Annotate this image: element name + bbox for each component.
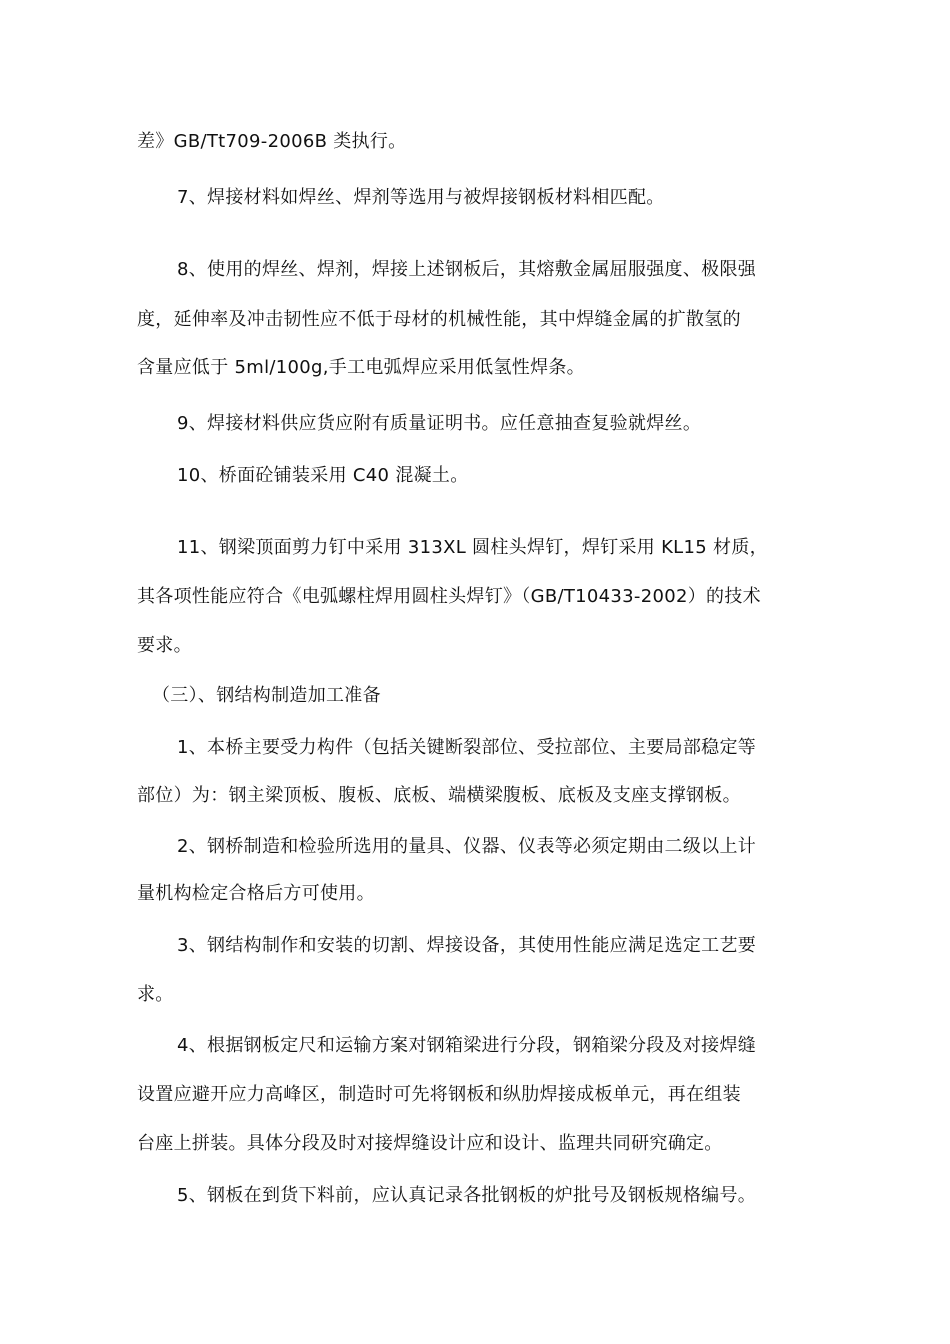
text-line-5: 含量应低于 5ml/100g,手工电弧焊应采用低氢性焊条。 (137, 357, 585, 378)
text-line-18: 4、根据钢板定尺和运输方案对钢箱梁进行分段，钢箱梁分段及对接焊缝 (177, 1035, 757, 1056)
text-line-15: 量机构检定合格后方可使用。 (137, 883, 375, 904)
text-line-14: 2、钢桥制造和检验所选用的量具、仪器、仪表等必须定期由二级以上计 (177, 836, 757, 857)
text-line-12: 1、本桥主要受力构件（包括关键断裂部位、受拉部位、主要局部稳定等 (177, 737, 757, 758)
text-line-10: 要求。 (137, 635, 192, 656)
text-line-1: 差》GB/Tt709-2006B 类执行。 (137, 131, 407, 152)
text-line-9: 其各项性能应符合《电弧螺柱焊用圆柱头焊钉》（GB/T10433-2002）的技术 (137, 586, 761, 607)
text-line-3: 8、使用的焊丝、焊剂，焊接上述钢板后，其熔敷金属屈服强度、极限强 (177, 259, 757, 280)
text-line-21: 5、钢板在到货下料前，应认真记录各批钢板的炉批号及钢板规格编号。 (177, 1185, 757, 1206)
text-line-19: 设置应避开应力高峰区，制造时可先将钢板和纵肋焊接成板单元，再在组装 (137, 1084, 741, 1105)
text-line-2: 7、焊接材料如焊丝、焊剂等选用与被焊接钢板材料相匹配。 (177, 187, 665, 208)
text-line-7: 10、桥面砼铺装采用 C40 混凝土。 (177, 465, 469, 486)
text-line-6: 9、焊接材料供应货应附有质量证明书。应任意抽查复验就焊丝。 (177, 413, 702, 434)
text-line-20: 台座上拼装。具体分段及时对接焊缝设计应和设计、监理共同研究确定。 (137, 1133, 723, 1154)
text-line-4: 度，延伸率及冲击韧性应不低于母材的机械性能，其中焊缝金属的扩散氢的 (137, 309, 741, 330)
text-line-16: 3、钢结构制作和安装的切割、焊接设备，其使用性能应满足选定工艺要 (177, 935, 757, 956)
section-heading: （三）、钢结构制造加工准备 (152, 685, 381, 706)
text-line-13: 部位）为：钢主梁顶板、腹板、底板、端横梁腹板、底板及支座支撑钢板。 (137, 785, 741, 806)
text-line-8: 11、钢梁顶面剪力钉中采用 313XL 圆柱头焊钉，焊钉采用 KL15 材质， (177, 537, 768, 558)
text-line-17: 求。 (137, 984, 174, 1005)
